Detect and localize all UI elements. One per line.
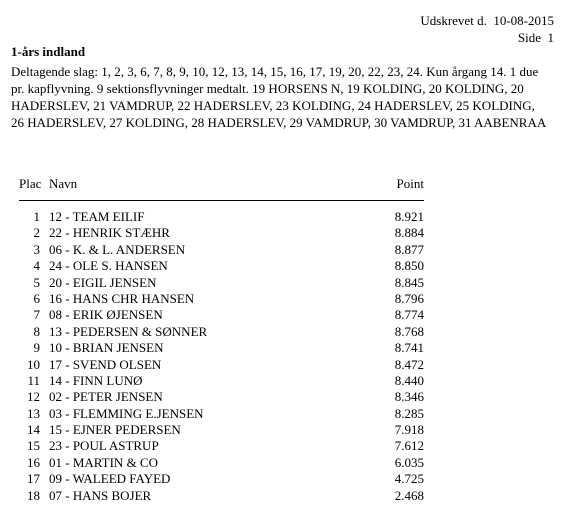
- name-cell: 16 - HANS CHR HANSEN: [49, 290, 195, 306]
- plac-cell: 8: [33, 323, 40, 339]
- table-row: [0, 389, 565, 405]
- point-cell: 8.921: [394, 209, 424, 224]
- point-cell: 8.845: [394, 274, 424, 290]
- plac-cell: 17: [27, 471, 40, 487]
- plac-cell: 14: [27, 422, 40, 438]
- point-cell: 4.725: [394, 471, 424, 487]
- name-cell: 03 - FLEMMING E.JENSEN: [49, 405, 204, 421]
- plac-cell: 7: [33, 307, 40, 323]
- plac-cell: 9: [33, 340, 40, 356]
- point-cell: 8.774: [394, 307, 424, 323]
- name-cell: 17 - SVEND OLSEN: [49, 356, 162, 372]
- printed-date: 10-08-2015: [493, 13, 554, 28]
- table-row: [0, 471, 565, 487]
- table-row: [0, 291, 565, 307]
- results-table: [0, 209, 565, 504]
- point-cell: 7.612: [394, 438, 424, 454]
- name-cell: 13 - PEDERSEN & SØNNER: [49, 323, 208, 339]
- page-label: Side: [517, 30, 541, 45]
- point-cell: 8.440: [394, 372, 424, 388]
- name-cell: 02 - PETER JENSEN: [49, 389, 163, 405]
- plac-cell: 10: [27, 356, 40, 372]
- table-row: [0, 307, 565, 323]
- table-row: [0, 438, 565, 454]
- table-row: [0, 406, 565, 422]
- plac-cell: 4: [33, 258, 40, 274]
- name-cell: 22 - HENRIK STÆHR: [49, 225, 170, 241]
- page-title: 1-års indland: [11, 44, 86, 59]
- point-cell: 8.346: [394, 389, 424, 405]
- page-number: 1: [547, 30, 554, 45]
- printed-label: Udskrevet d.: [420, 13, 487, 28]
- name-cell: 09 - WALEED FAYED: [49, 471, 171, 487]
- point-cell: 2.468: [394, 487, 424, 503]
- point-cell: 8.884: [394, 225, 424, 241]
- plac-cell: 16: [27, 454, 40, 470]
- point-cell: 6.035: [394, 454, 424, 470]
- table-row: [0, 340, 565, 356]
- name-cell: 07 - HANS BOJER: [49, 487, 152, 503]
- point-cell: 8.741: [394, 340, 424, 356]
- table-row: [0, 258, 565, 274]
- plac-cell: 5: [33, 274, 40, 290]
- name-cell: 10 - BRIAN JENSEN: [49, 340, 164, 356]
- print-info: [420, 12, 554, 46]
- plac-cell: 1: [33, 209, 40, 224]
- page-line: [420, 29, 554, 46]
- name-cell: 01 - MARTIN & CO: [49, 454, 158, 470]
- plac-cell: 18: [27, 487, 40, 503]
- column-header-navn: Navn: [49, 176, 78, 191]
- plac-cell: 11: [27, 372, 40, 388]
- point-cell: 8.768: [394, 323, 424, 339]
- plac-cell: 12: [27, 389, 40, 405]
- column-header-point: Point: [396, 176, 424, 191]
- point-cell: 8.472: [394, 356, 424, 372]
- table-row: [0, 422, 565, 438]
- name-cell: 06 - K. & L. ANDERSEN: [49, 241, 186, 257]
- point-cell: 8.796: [394, 290, 424, 306]
- table-row: [0, 488, 565, 504]
- plac-cell: 15: [27, 438, 40, 454]
- point-cell: 8.850: [394, 258, 424, 274]
- name-cell: 20 - EIGIL JENSEN: [49, 274, 157, 290]
- point-cell: 8.877: [394, 241, 424, 257]
- race-description: Deltagende slag: 1, 2, 3, 6, 7, 8, 9, 10, 12, 13, 14, 15, 16, 17, 19, 20, 22, 23, 24. Kun årgang 14. 1 due pr. kapflyvning. 9 sektionsflyvninger medtalt. 19 HORSENS N, 19 KOLDING, 20 KOLDING, 20 HADERSLEV, 21 VAMDRUP, 22 HADERSLEV, 23 KOLDING, 24 HADERSLEV, 25 KOLDING, 26 HADERSLEV, 27 KOLDING, 28 HADERSLEV, 29 VAMDRUP, 30 VAMDRUP, 31 AABENRAA: [11, 64, 547, 130]
- table-row: [0, 225, 565, 241]
- name-cell: 24 - OLE S. HANSEN: [49, 258, 168, 274]
- point-cell: 7.918: [394, 422, 424, 438]
- plac-cell: 6: [33, 290, 40, 306]
- plac-cell: 3: [33, 241, 40, 257]
- table-row: [0, 209, 565, 225]
- table-row: [0, 324, 565, 340]
- table-row: [0, 373, 565, 389]
- table-row: [0, 275, 565, 291]
- point-cell: 8.285: [394, 405, 424, 421]
- printed-line: [420, 12, 554, 29]
- table-row: [0, 455, 565, 471]
- name-cell: 23 - POUL ASTRUP: [49, 438, 159, 454]
- name-cell: 15 - EJNER PEDERSEN: [49, 422, 181, 438]
- name-cell: 08 - ERIK ØJENSEN: [49, 307, 163, 323]
- name-cell: 14 - FINN LUNØ: [49, 372, 143, 388]
- header-divider: [19, 200, 424, 201]
- column-header-plac: Plac: [19, 176, 42, 191]
- plac-cell: 2: [33, 225, 40, 241]
- table-row: [0, 357, 565, 373]
- name-cell: 12 - TEAM EILIF: [49, 209, 145, 224]
- table-row: [0, 242, 565, 258]
- plac-cell: 13: [27, 405, 40, 421]
